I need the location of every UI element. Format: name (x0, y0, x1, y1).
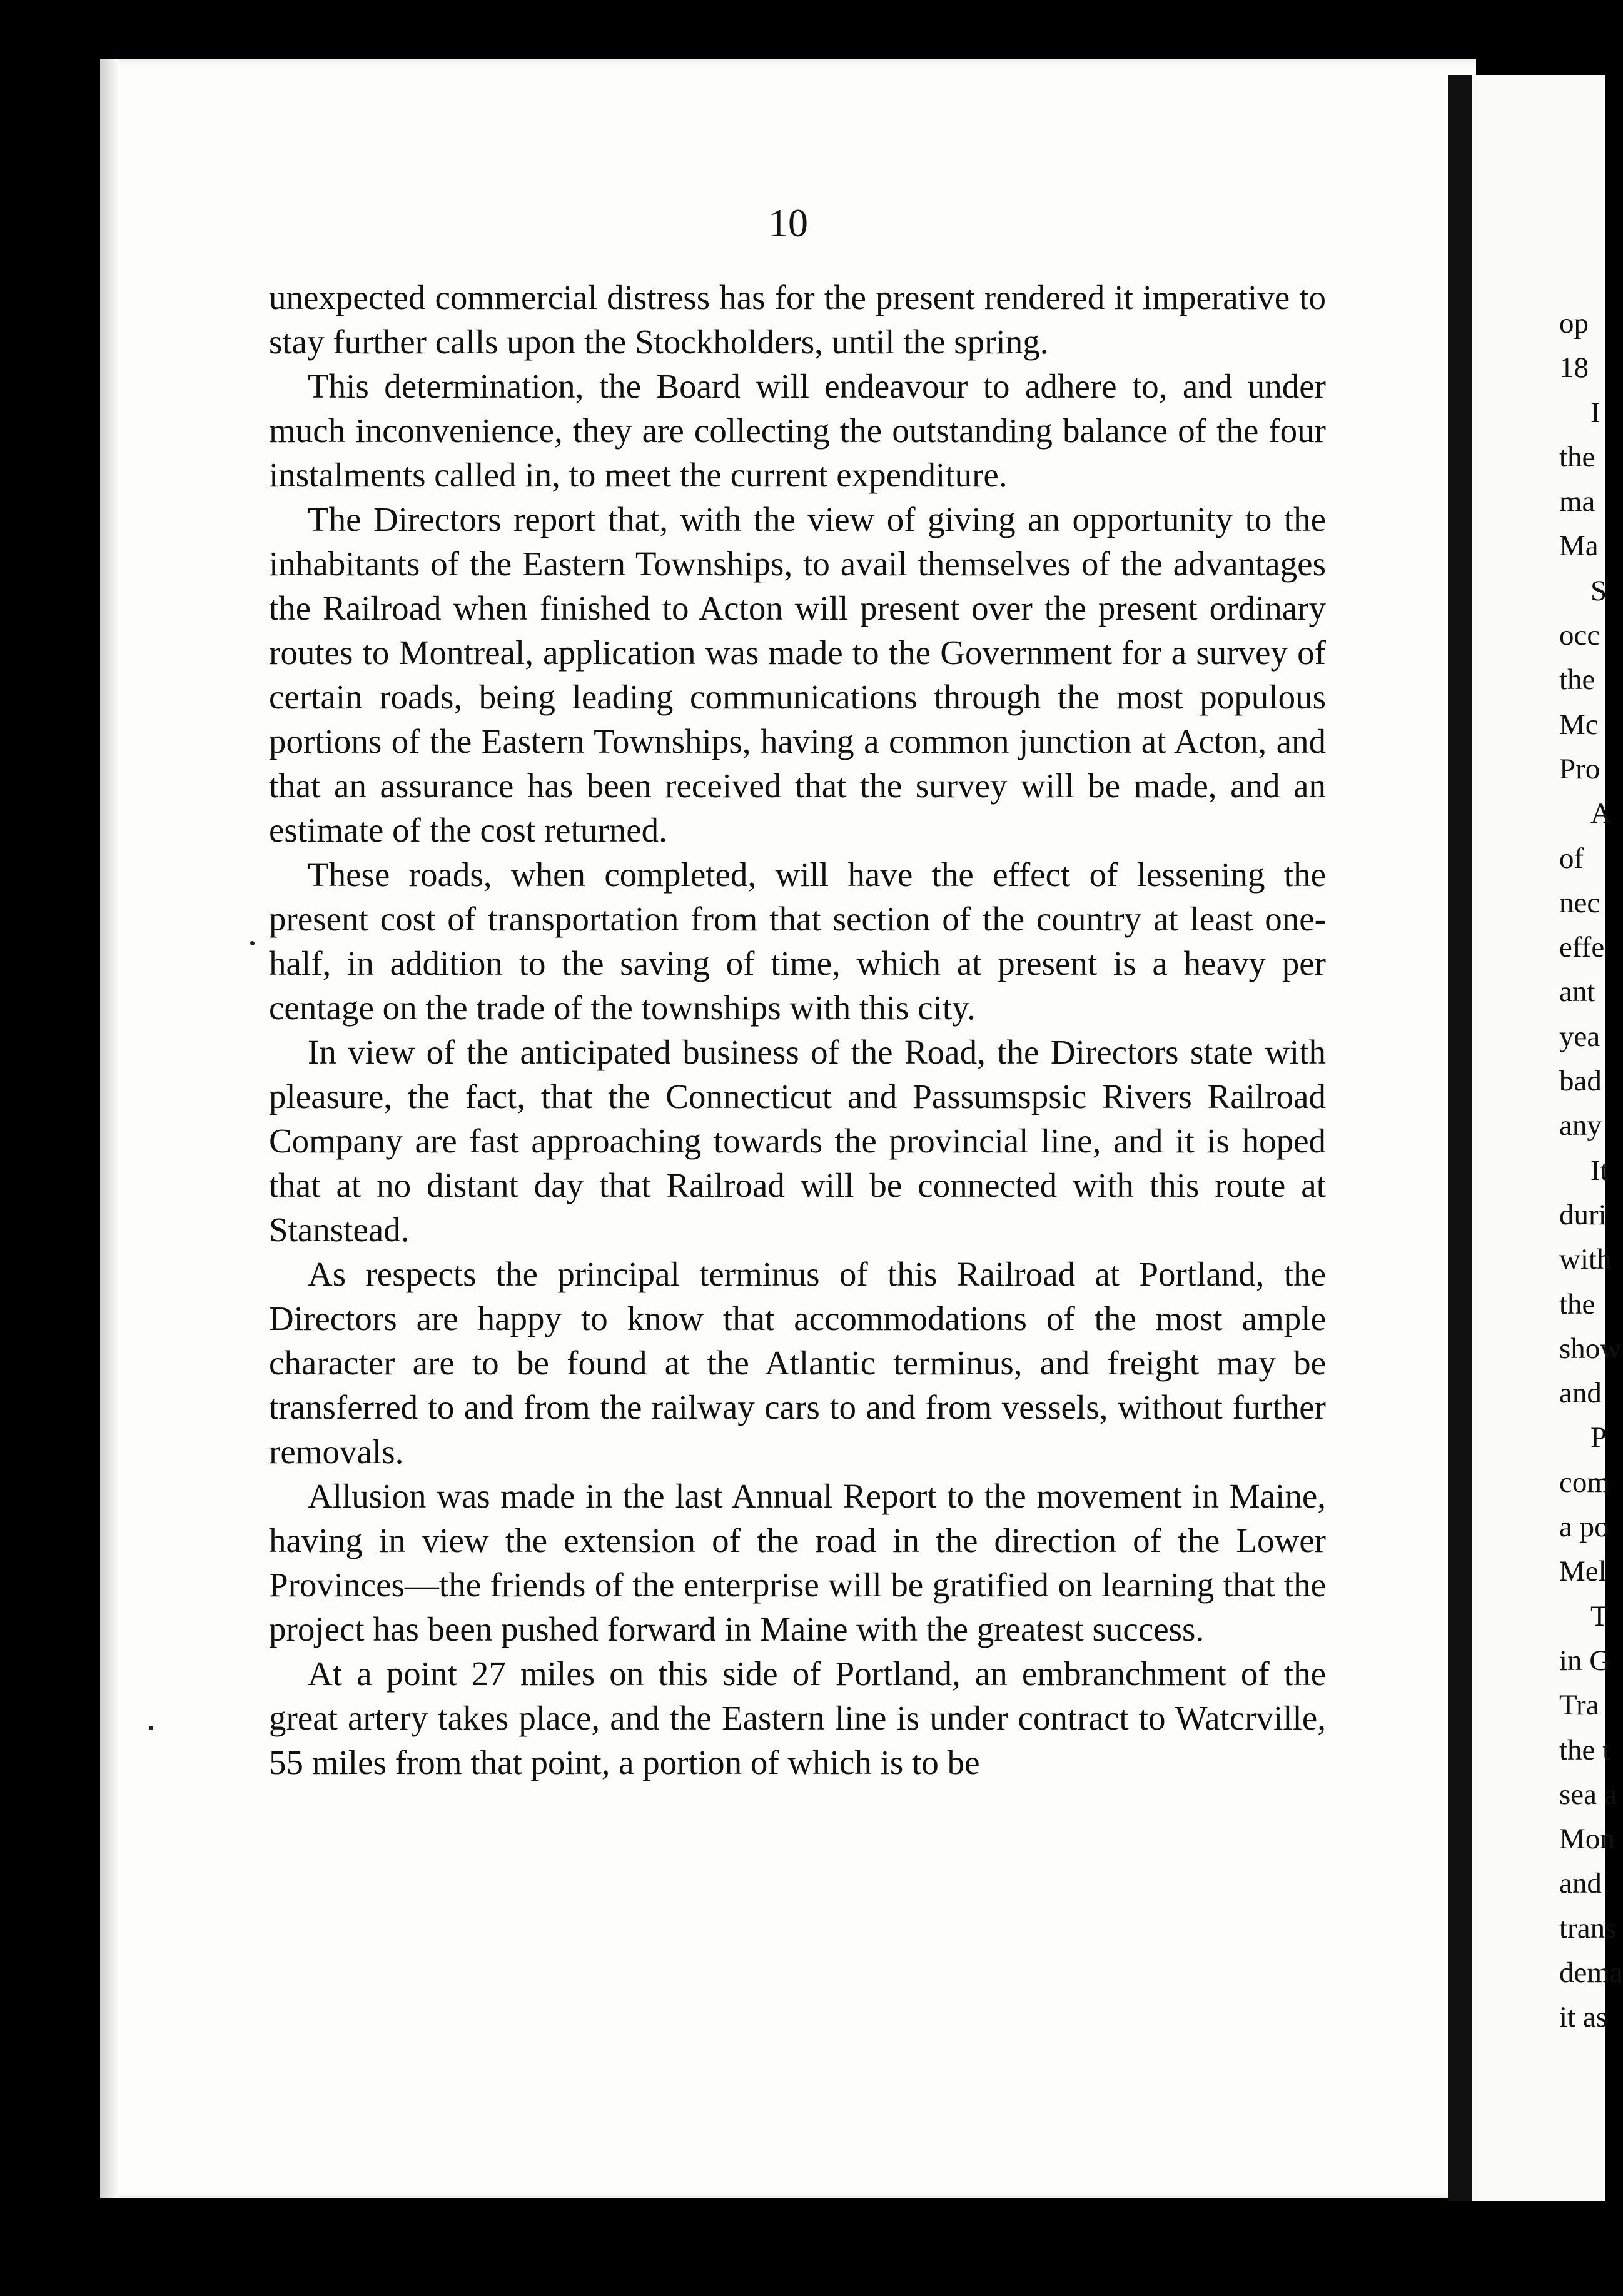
paragraph: As respects the principal terminus of this Railroad at Portland, the Directors are happy to know that accommodations of the most ample character are to be found at the Atlantic terminus, and freight may be transferred to and from the railway cars to and from vessels, without further removals. (269, 1255, 1326, 1471)
paragraph: These roads, when completed, will have the effect of lessening the present cost of transportation from that section of the country at least one-half, in addition to the saving of time, which at present is a heavy per centage on the trade of the townships with this city. (269, 855, 1326, 1027)
paragraph: This determination, the Board will endeavour to adhere to, and under much inconvenience, they are collecting the outstanding balance of the four instalments called in, to meet the current expenditure. (269, 367, 1326, 494)
facing-page-line: Tra (1559, 1689, 1599, 1722)
facing-page-line: nec (1559, 886, 1600, 919)
ink-speck (250, 941, 255, 945)
facing-page-line: It (1590, 1154, 1609, 1187)
facing-page-line: ma (1559, 485, 1595, 518)
facing-page-line: and (1559, 1867, 1602, 1900)
facing-page-line: dema (1559, 1956, 1623, 1989)
page-number: 10 (768, 201, 808, 245)
facing-page-line: op (1559, 307, 1589, 340)
book-gutter (1448, 75, 1472, 2201)
facing-page-line: yea (1559, 1020, 1600, 1053)
facing-page-line: duri (1559, 1198, 1607, 1231)
facing-page-line: sea a (1559, 1778, 1617, 1811)
facing-page-line: Ma (1559, 530, 1599, 563)
facing-page-line: Mel (1559, 1555, 1607, 1588)
page-edge-shadow (100, 59, 119, 2198)
facing-page-text (1472, 301, 1623, 2040)
left-page (100, 59, 1476, 2198)
paragraph: At a point 27 miles on this side of Portland, an embranchment of the great artery takes place, and the Eastern line is under contract to Watcrville, 55 miles from that point, a portion of which is to be (269, 1654, 1326, 1781)
facing-page-line: Pro (1559, 752, 1600, 785)
ink-speck (149, 1726, 153, 1730)
paragraph: In view of the anticipated business of the Road, the Directors state with pleasure, the fact, that the Connecticut and Passumspsic Rivers Railroad Company are fast approaching towards the provincial line, and it is hoped that at no distant day that Railroad will be connected with this route at Stanstead. (269, 1033, 1326, 1249)
facing-page-line: the (1559, 663, 1595, 697)
paragraph: The Directors report that, with the view of giving an opportunity to the inhabitants of the Eastern Townships, to avail themselves of the advantages the Railroad when finished to Acton will present over the present ordinary routes to Montreal, application was made to the Government for a survey of certain roads, being leading communications through the most populous portions of the Eastern Townships, having a common junction at Acton, and that an assurance has been received that the survey will be made, and an estimate of the cost returned. (269, 500, 1326, 849)
facing-page-line: 18 (1559, 351, 1589, 385)
facing-page-line: Mon (1559, 1823, 1615, 1856)
facing-page-line: occ (1559, 619, 1600, 652)
body-text (269, 275, 1326, 1785)
facing-page-line: S (1590, 574, 1607, 607)
paragraph: unexpected commercial distress has for the present rendered it imperative to stay further calls upon the Stockholders, until the spring. (269, 278, 1326, 361)
facing-page-line: with (1559, 1243, 1612, 1276)
facing-page-line: A (1590, 797, 1612, 830)
facing-page-line: show (1559, 1332, 1622, 1365)
facing-page-line: the (1559, 440, 1595, 473)
facing-page-line: Mc (1559, 708, 1599, 741)
facing-page-line: effe (1559, 931, 1605, 964)
facing-page-line: and (1559, 1377, 1602, 1410)
facing-page-line: the t (1559, 1733, 1611, 1766)
facing-page-line: trans (1559, 1911, 1617, 1945)
facing-page-line: any (1559, 1109, 1602, 1142)
paragraph: Allusion was made in the last Annual Report to the movement in Maine, having in view the extension of the road in the direction of the Lower Provinces—the friends of the enterprise will be gratified on learning that the project has been pushed forward in Maine with the greatest success. (269, 1477, 1326, 1648)
facing-page-line: of (1559, 842, 1584, 875)
facing-page-line: P (1590, 1421, 1607, 1454)
facing-page-line: the (1559, 1287, 1595, 1321)
facing-page-line: I (1590, 396, 1600, 429)
facing-page-line: bad (1559, 1065, 1602, 1098)
facing-page (1472, 75, 1623, 2201)
facing-page-line: com (1559, 1466, 1610, 1499)
facing-page-line: ant (1559, 975, 1595, 1009)
facing-page-line: T (1590, 1599, 1609, 1633)
facing-page-line: in G (1559, 1644, 1611, 1677)
facing-page-line: it as (1559, 2001, 1608, 2034)
facing-page-line: a po (1559, 1511, 1609, 1544)
